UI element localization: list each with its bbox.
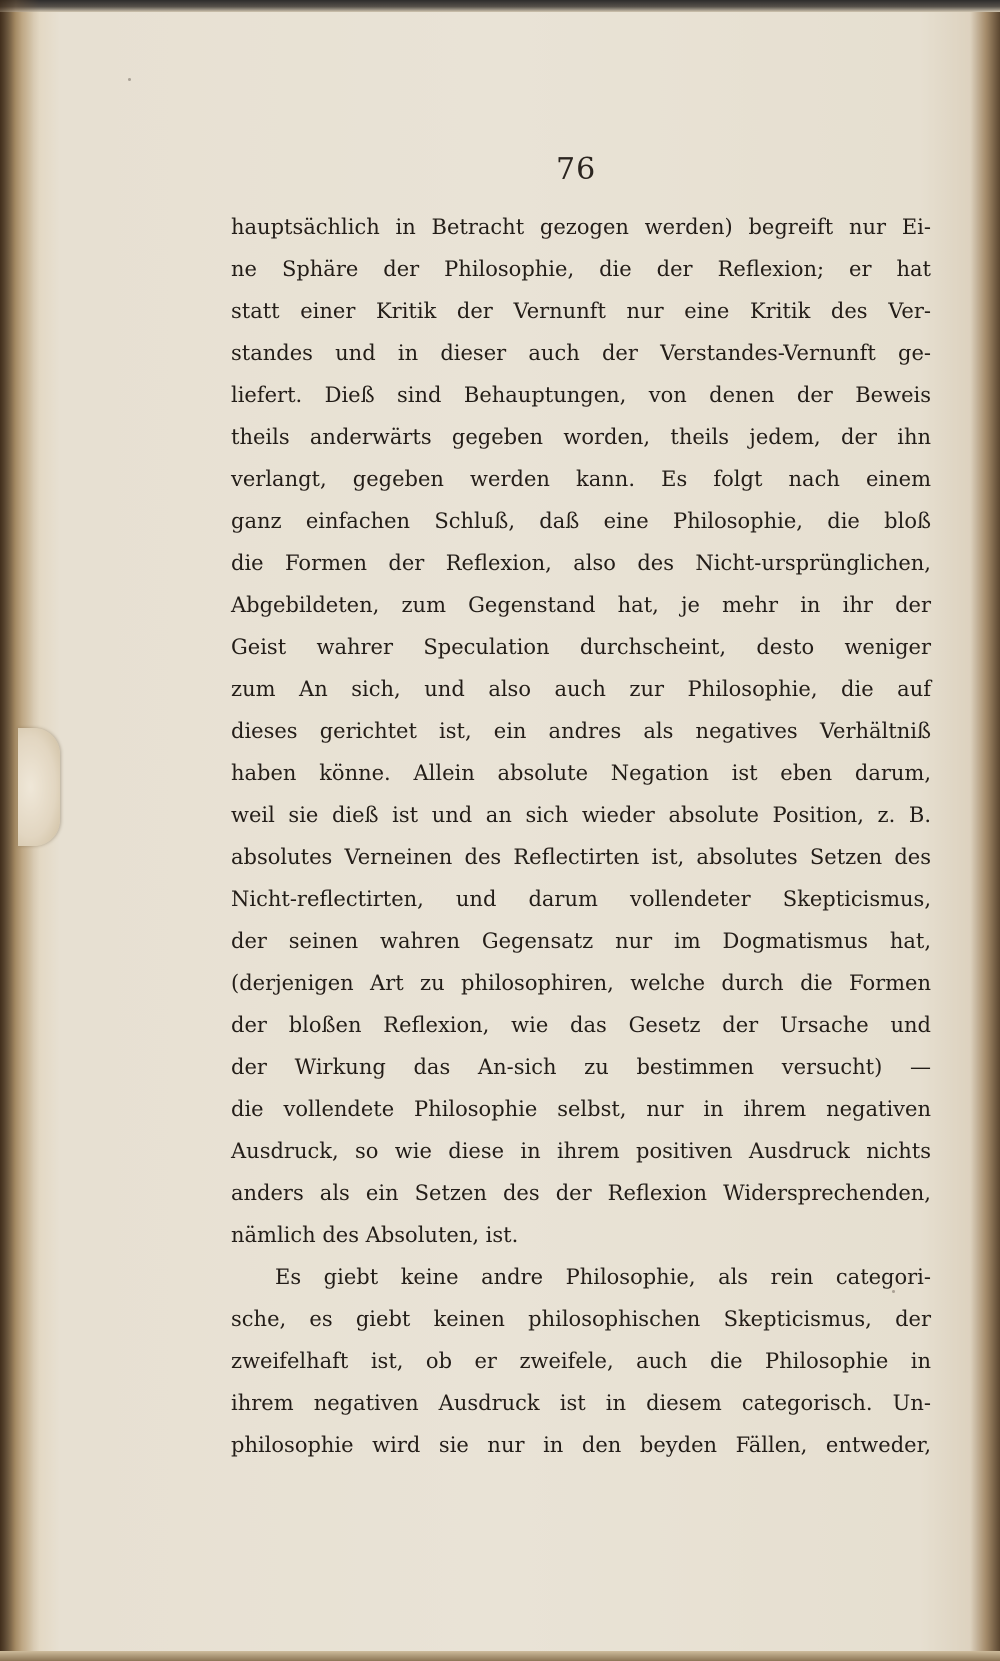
text-line: haben könne. Allein absolute Negation ist eben darum,: [231, 761, 931, 785]
text-line: Nicht-reflectirten, und darum vollendeter Skepticismus,: [231, 887, 931, 911]
text-line: theils anderwärts gegeben worden, theils jedem, der ihn: [231, 425, 931, 449]
text-line: philosophie wird sie nur in den beyden Fällen, entweder,: [231, 1433, 931, 1457]
text-line: ihrem negativen Ausdruck ist in diesem categorisch. Un-: [231, 1391, 931, 1415]
text-line: ganz einfachen Schluß, daß eine Philosophie, die bloß: [231, 509, 931, 533]
text-line: ne Sphäre der Philosophie, die der Reflexion; er hat: [231, 257, 931, 281]
paper-speck: [128, 78, 131, 81]
text-line: verlangt, gegeben werden kann. Es folgt nach einem: [231, 467, 931, 491]
text-line: die vollendete Philosophie selbst, nur in ihrem negativen: [231, 1097, 931, 1121]
page: [36, 14, 966, 1651]
text-line: Ausdruck, so wie diese in ihrem positiven Ausdruck nichts: [231, 1139, 931, 1163]
text-line: nämlich des Absoluten, ist.: [231, 1223, 519, 1247]
text-line: Abgebildeten, zum Gegenstand hat, je mehr in ihr der: [231, 593, 931, 617]
text-line: standes und in dieser auch der Verstandes-Vernunft ge-: [231, 341, 931, 365]
text-line: anders als ein Setzen des der Reflexion Widersprechenden,: [231, 1181, 931, 1205]
text-line: sche, es giebt keinen philosophischen Skepticismus, der: [231, 1307, 931, 1331]
text-line: der seinen wahren Gegensatz nur im Dogmatismus hat,: [231, 929, 931, 953]
text-line: (derjenigen Art zu philosophiren, welche durch die Formen: [231, 971, 931, 995]
text-line: Geist wahrer Speculation durchscheint, desto weniger: [231, 635, 931, 659]
text-line: die Formen der Reflexion, also des Nicht-ursprünglichen,: [231, 551, 931, 575]
page-bottom-edge: [0, 1651, 1000, 1661]
text-line: statt einer Kritik der Vernunft nur eine Kritik des Ver-: [231, 299, 931, 323]
text-line: dieses gerichtet ist, ein andres als negatives Verhältniß: [231, 719, 931, 743]
text-line: zweifelhaft ist, ob er zweifele, auch die Philosophie in: [231, 1349, 931, 1373]
scanner-top-edge: [0, 0, 1000, 12]
text-line: liefert. Dieß sind Behauptungen, von denen der Beweis: [231, 383, 931, 407]
page-number: 76: [556, 152, 597, 187]
paper-speck: [892, 1290, 895, 1293]
text-line: der bloßen Reflexion, wie das Gesetz der Ursache und: [231, 1013, 931, 1037]
text-line: zum An sich, und also auch zur Philosophie, die auf: [231, 677, 931, 701]
text-line: weil sie dieß ist und an sich wieder absolute Position, z. B.: [231, 803, 931, 827]
paragraph-start-line: Es giebt keine andre Philosophie, als rein categori-: [275, 1265, 931, 1289]
page-text: [231, 206, 931, 1466]
text-line: hauptsächlich in Betracht gezogen werden) begreift nur Ei-: [231, 215, 931, 239]
text-line: absolutes Verneinen des Reflectirten ist, absolutes Setzen des: [231, 845, 931, 869]
text-line: der Wirkung das An-sich zu bestimmen versucht) —: [231, 1055, 931, 1079]
